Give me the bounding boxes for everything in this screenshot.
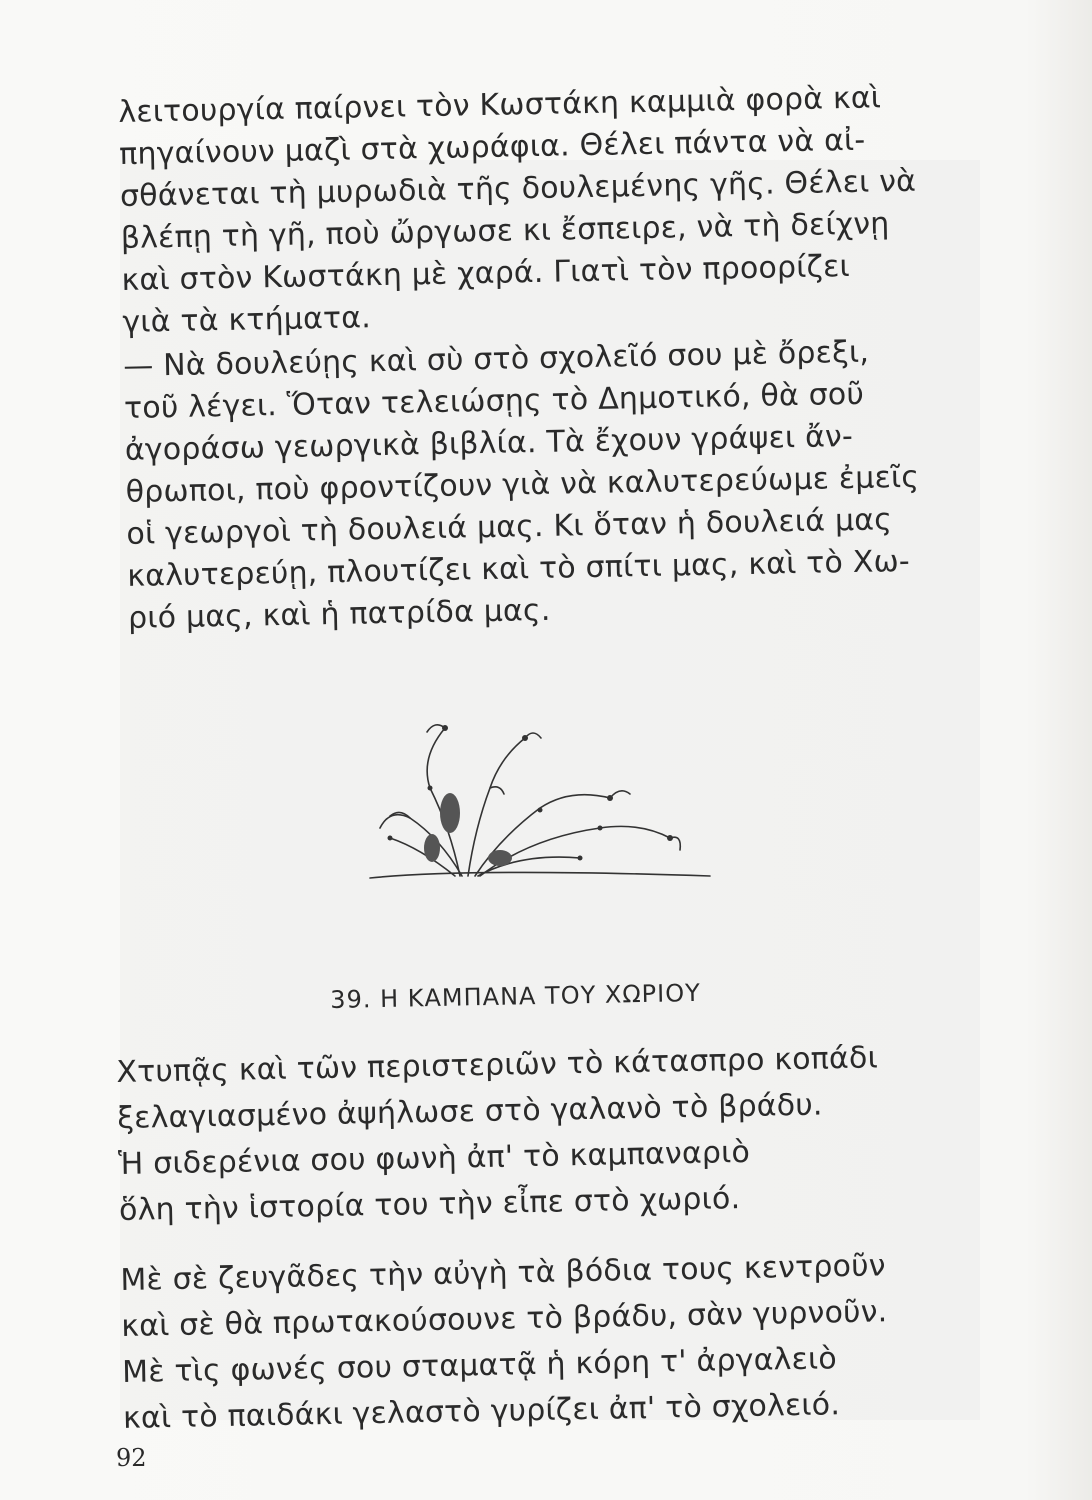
prose-line: καλυτερεύῃ, πλουτίζει καὶ τὸ σπίτι μας, καὶ τὸ Χω- bbox=[126, 543, 911, 594]
prose-line: σθάνεται τὴ μυρωδιὰ τῆς δουλεμένης γῆς. Θέλει νὰ bbox=[119, 163, 917, 214]
prose-line: τοῦ λέγει. Ὅταν τελειώσῃς τὸ Δημοτικό, θὰ σοῦ bbox=[123, 376, 865, 426]
prose-line: βλέπῃ τὴ γῆ, ποὺ ὤργωσε κι ἔσπειρε, νὰ τὴ δείχνῃ bbox=[120, 206, 890, 256]
poem-stanza-1 bbox=[116, 1033, 979, 1233]
prose-line: θρωποι, ποὺ φροντίζουν γιὰ νὰ καλυτερεύωμε ἐμεῖς bbox=[125, 459, 920, 510]
poem bbox=[116, 1033, 983, 1441]
prose-line: λειτουργία παίρνει τὸν Κωστάκη καμμιὰ φορὰ καὶ bbox=[118, 80, 882, 130]
prose-line: οἱ γεωργοὶ τὴ δουλειά μας. Κι ὅταν ἡ δουλειά μας bbox=[126, 502, 893, 552]
poem-line: καὶ σὲ θὰ πρωτακούσουνε τὸ βράδυ, σὰν γυρνοῦν. bbox=[120, 1294, 888, 1344]
prose-line: πηγαίνουν μαζὶ στὰ χωράφια. Θέλει πάντα νὰ αἰ- bbox=[118, 122, 866, 172]
poem-line: Χτυπᾷς καὶ τῶν περιστεριῶν τὸ κάτασπρο κοπάδι bbox=[116, 1040, 879, 1090]
plant-illustration bbox=[350, 718, 730, 900]
poem-stanza-2 bbox=[120, 1241, 983, 1441]
poem-line: ξελαγιασμένο ἀψήλωσε στὸ γαλανὸ τὸ βράδυ. bbox=[116, 1087, 823, 1136]
prose-line: ἀγοράσω γεωργικὰ βιβλία. Τὰ ἔχουν γράψει ἄν- bbox=[124, 418, 854, 468]
page-number: 92 bbox=[116, 1444, 147, 1472]
prose-line: γιὰ τὰ κτήματα. bbox=[122, 300, 372, 340]
prose-line: — Νὰ δουλεύῃς καὶ σὺ στὸ σχολεῖό σου μὲ ὄρεξι, bbox=[122, 334, 870, 384]
poem-line: Μὲ σὲ ζευγᾶδες τὴν αὐγὴ τὰ βόδια τους κεντροῦν bbox=[120, 1248, 887, 1298]
poem-line: ὅλη τὴν ἱστορία του τὴν εἶπε στὸ χωριό. bbox=[118, 1181, 741, 1228]
poem-line: καὶ τὸ παιδάκι γελαστὸ γυρίζει ἀπ' τὸ σχολειό. bbox=[122, 1387, 841, 1436]
prose-line: ριό μας, καὶ ἡ πατρίδα μας. bbox=[127, 592, 551, 636]
chapter-heading: 39. Η ΚΑΜΠΑΝΑ ΤΟΥ ΧΩΡΙΟΥ bbox=[330, 978, 702, 1014]
prose-paragraph bbox=[118, 76, 964, 640]
poem-line: Μὲ τὶς φωνές σου σταματᾷ ἡ κόρη τ' ἀργαλειὸ bbox=[121, 1341, 838, 1390]
poem-line: Ἡ σιδερένια σου φωνὴ ἀπ' τὸ καμπαναριὸ bbox=[117, 1134, 751, 1182]
prose-line: καὶ στὸν Κωστάκη μὲ χαρά. Γιατὶ τὸν προορίζει bbox=[121, 248, 851, 298]
